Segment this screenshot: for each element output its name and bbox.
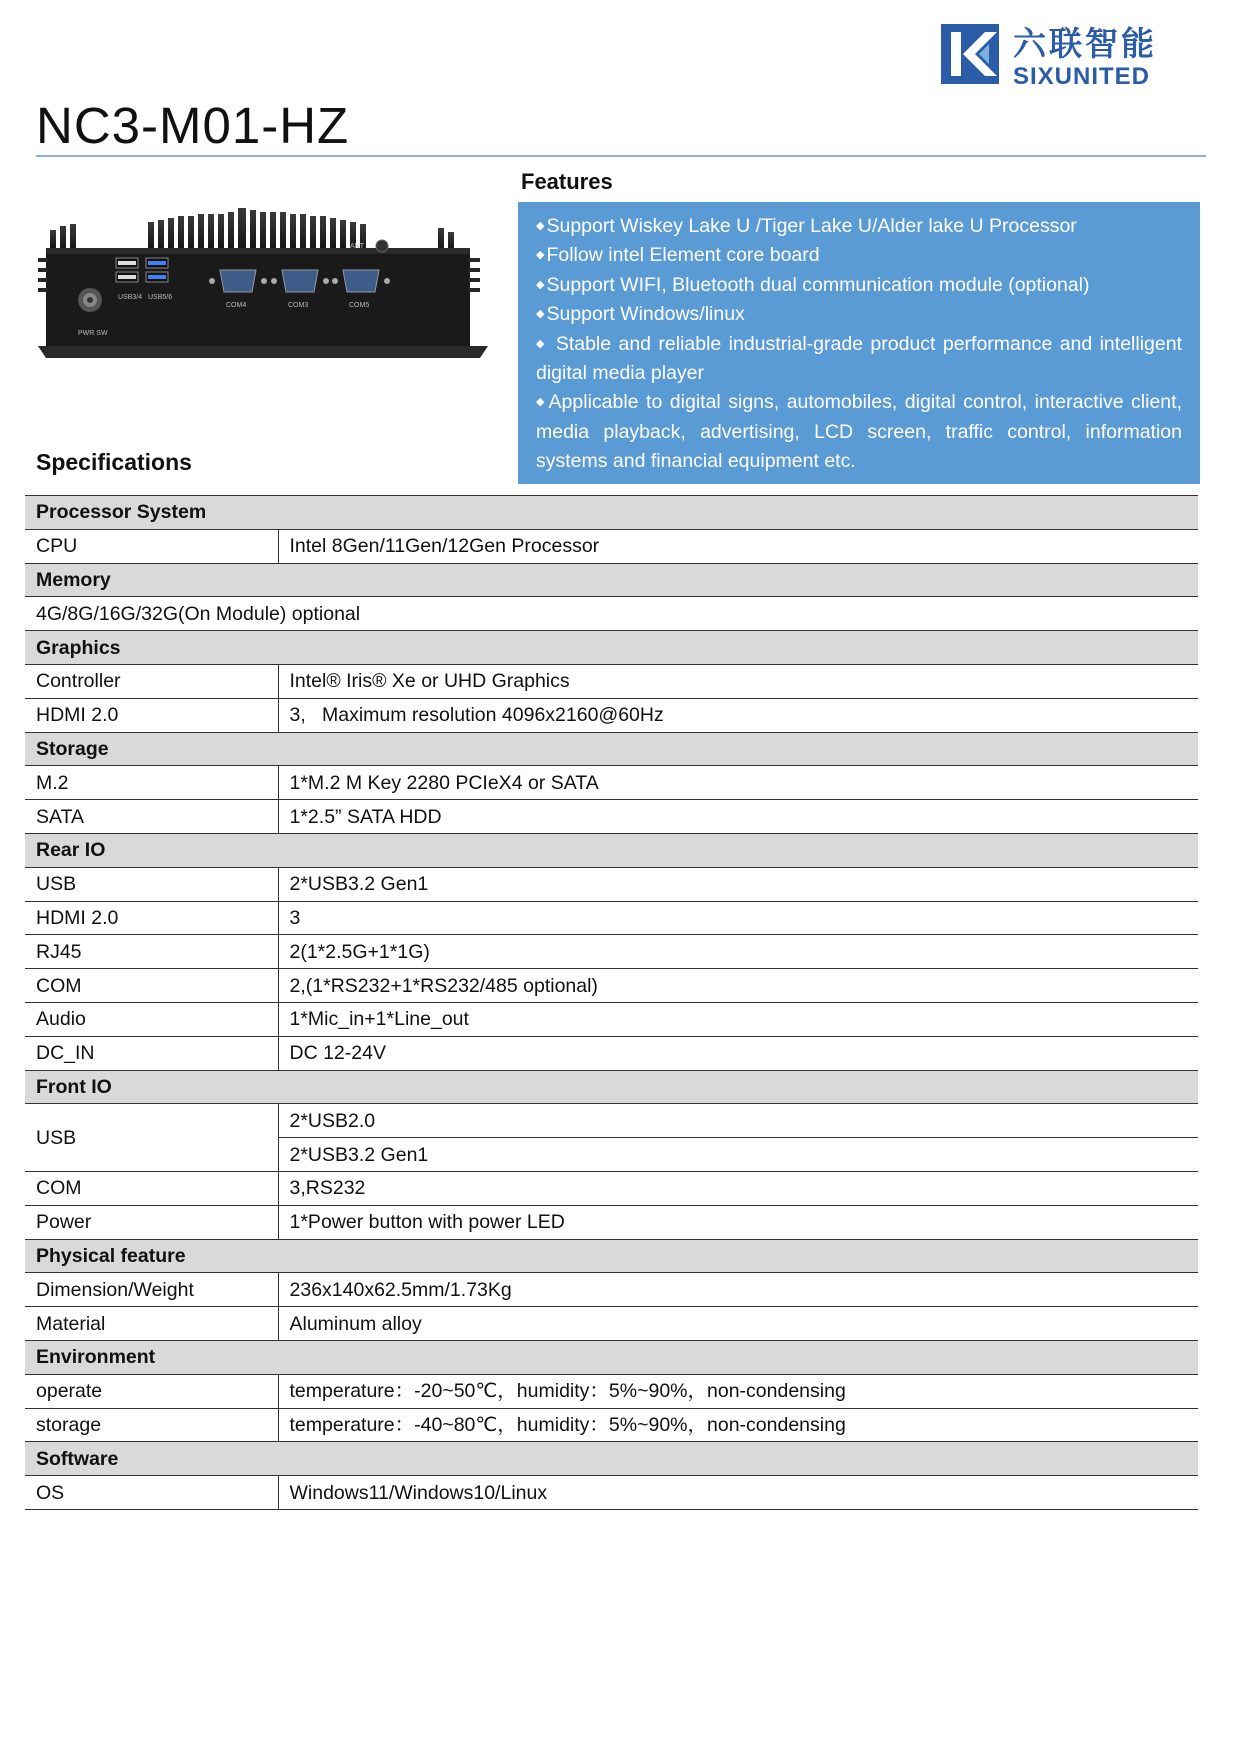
sixunited-logo-icon [941, 24, 999, 84]
diamond-bullet-icon: ◆ [536, 278, 545, 291]
photo-label-pwr: PWR SW [78, 330, 108, 337]
spec-label: Material [25, 1307, 278, 1341]
spec-label: HDMI 2.0 [25, 901, 278, 935]
spec-value: 236x140x62.5mm/1.73Kg [278, 1273, 1198, 1307]
spec-label: USB [25, 1104, 278, 1172]
photo-label-usb34: USB3/4 [118, 294, 143, 301]
section-row [25, 1442, 1198, 1476]
table-row [25, 800, 1198, 834]
photo-label-com5: COM5 [349, 302, 370, 309]
section-title: Rear IO [25, 833, 1198, 867]
diamond-bullet-icon: ◆ [536, 249, 545, 262]
table-row [25, 969, 1198, 1003]
spec-label: DC_IN [25, 1036, 278, 1070]
spec-value: 2,(1*RS232+1*RS232/485 optional) [278, 969, 1198, 1003]
section-row [25, 631, 1198, 665]
spec-label: Audio [25, 1002, 278, 1036]
section-row [25, 732, 1198, 766]
table-row [25, 1273, 1198, 1307]
spec-value: 1*M.2 M Key 2280 PCIeX4 or SATA [278, 766, 1198, 800]
spec-label: COM [25, 1171, 278, 1205]
section-title: Environment [25, 1340, 1198, 1374]
features-box [518, 202, 1200, 484]
table-row [25, 1307, 1198, 1341]
section-title: Front IO [25, 1070, 1198, 1104]
brand-name-en: SIXUNITED [1013, 63, 1151, 90]
spec-value: DC 12-24V [278, 1036, 1198, 1070]
table-row [25, 529, 1198, 563]
spec-label: Controller [25, 664, 278, 698]
spec-value: 1*Power button with power LED [278, 1205, 1198, 1239]
spec-value: 2(1*2.5G+1*1G) [278, 935, 1198, 969]
feature-item: ◆ Stable and reliable industrial-grade product performance and intelligent digital media player [536, 332, 1182, 385]
table-row [25, 1476, 1198, 1510]
spec-label: SATA [25, 800, 278, 834]
spec-value: 2*USB3.2 Gen1 [278, 867, 1198, 901]
table-row [25, 1036, 1198, 1070]
table-row [25, 664, 1198, 698]
table-row [25, 1171, 1198, 1205]
section-title: Physical feature [25, 1239, 1198, 1273]
spec-label: storage [25, 1408, 278, 1442]
spec-value: Aluminum alloy [278, 1307, 1198, 1341]
photo-label-usb56: USB5/6 [148, 294, 173, 301]
section-row [25, 496, 1198, 530]
spec-value: 1*2.5” SATA HDD [278, 800, 1198, 834]
spec-label: Power [25, 1205, 278, 1239]
features-heading: Features [521, 169, 613, 194]
photo-label-ant: ANT [350, 243, 364, 250]
table-row [25, 597, 1198, 631]
section-row [25, 833, 1198, 867]
table-row [25, 1408, 1198, 1442]
spec-label: operate [25, 1374, 278, 1408]
spec-value: temperature：-20~50℃，humidity：5%~90%，non-condensing [278, 1374, 1198, 1408]
spec-label: HDMI 2.0 [25, 698, 278, 732]
section-title: Memory [25, 563, 1198, 597]
diamond-bullet-icon: ◆ [536, 396, 547, 409]
specifications-table [25, 495, 1198, 1510]
feature-item: ◆ Follow intel Element core board [536, 244, 820, 267]
spec-label: RJ45 [25, 935, 278, 969]
section-row [25, 1340, 1198, 1374]
spec-value: Windows11/Windows10/Linux [278, 1476, 1198, 1510]
spec-label: COM [25, 969, 278, 1003]
photo-label-com4: COM4 [226, 302, 247, 309]
spec-value: temperature：-40~80℃，humidity：5%~90%，non-condensing [278, 1408, 1198, 1442]
feature-item: ◆ Support Windows/linux [536, 303, 745, 326]
specifications-heading: Specifications [36, 449, 192, 475]
feature-item: ◆ Support Wiskey Lake U /Tiger Lake U/Alder lake U Processor [536, 215, 1077, 237]
spec-value: 2*USB2.0 [278, 1104, 1198, 1138]
spec-value: 3 [278, 901, 1198, 935]
spec-label: Dimension/Weight [25, 1273, 278, 1307]
spec-value: 3, Maximum resolution 4096x2160@60Hz [278, 698, 1198, 732]
table-row [25, 1374, 1198, 1408]
section-title: Software [25, 1442, 1198, 1476]
diamond-bullet-icon: ◆ [536, 220, 545, 232]
diamond-bullet-icon: ◆ [536, 308, 545, 321]
table-row [25, 935, 1198, 969]
table-row [25, 1002, 1198, 1036]
spec-value: Intel 8Gen/11Gen/12Gen Processor [278, 529, 1198, 563]
product-photo [38, 208, 488, 368]
table-row [25, 867, 1198, 901]
table-row [25, 698, 1198, 732]
feature-item: ◆ Applicable to digital signs, automobiles, digital control, interactive client, media playback, advertising, LCD screen, traffic control, information systems and financial equipment etc. [536, 391, 1182, 473]
section-row [25, 1070, 1198, 1104]
table-row [25, 1104, 1198, 1138]
brand-name-cn: 六联智能 [1013, 25, 1157, 62]
table-row [25, 1205, 1198, 1239]
spec-value: 1*Mic_in+1*Line_out [278, 1002, 1198, 1036]
table-row [25, 901, 1198, 935]
spec-value: 3,RS232 [278, 1171, 1198, 1205]
spec-value: 4G/8G/16G/32G(On Module) optional [25, 597, 1198, 631]
feature-item: ◆ Support WIFI, Bluetooth dual communication module (optional) [536, 273, 1090, 296]
title-divider [36, 155, 1206, 157]
section-title: Graphics [25, 631, 1198, 665]
photo-label-com3: COM3 [288, 302, 309, 309]
section-row [25, 563, 1198, 597]
spec-label: M.2 [25, 766, 278, 800]
spec-label: USB [25, 867, 278, 901]
table-row [25, 766, 1198, 800]
brand-logo [941, 24, 1163, 90]
section-row [25, 1239, 1198, 1273]
diamond-bullet-icon: ◆ [536, 337, 547, 350]
spec-label: OS [25, 1476, 278, 1510]
spec-value: 2*USB3.2 Gen1 [278, 1138, 1198, 1172]
spec-value: Intel® Iris® Xe or UHD Graphics [278, 664, 1198, 698]
section-title: Storage [25, 732, 1198, 766]
page-title: NC3-M01-HZ [36, 97, 350, 154]
section-title: Processor System [25, 496, 1198, 530]
spec-label: CPU [25, 529, 278, 563]
